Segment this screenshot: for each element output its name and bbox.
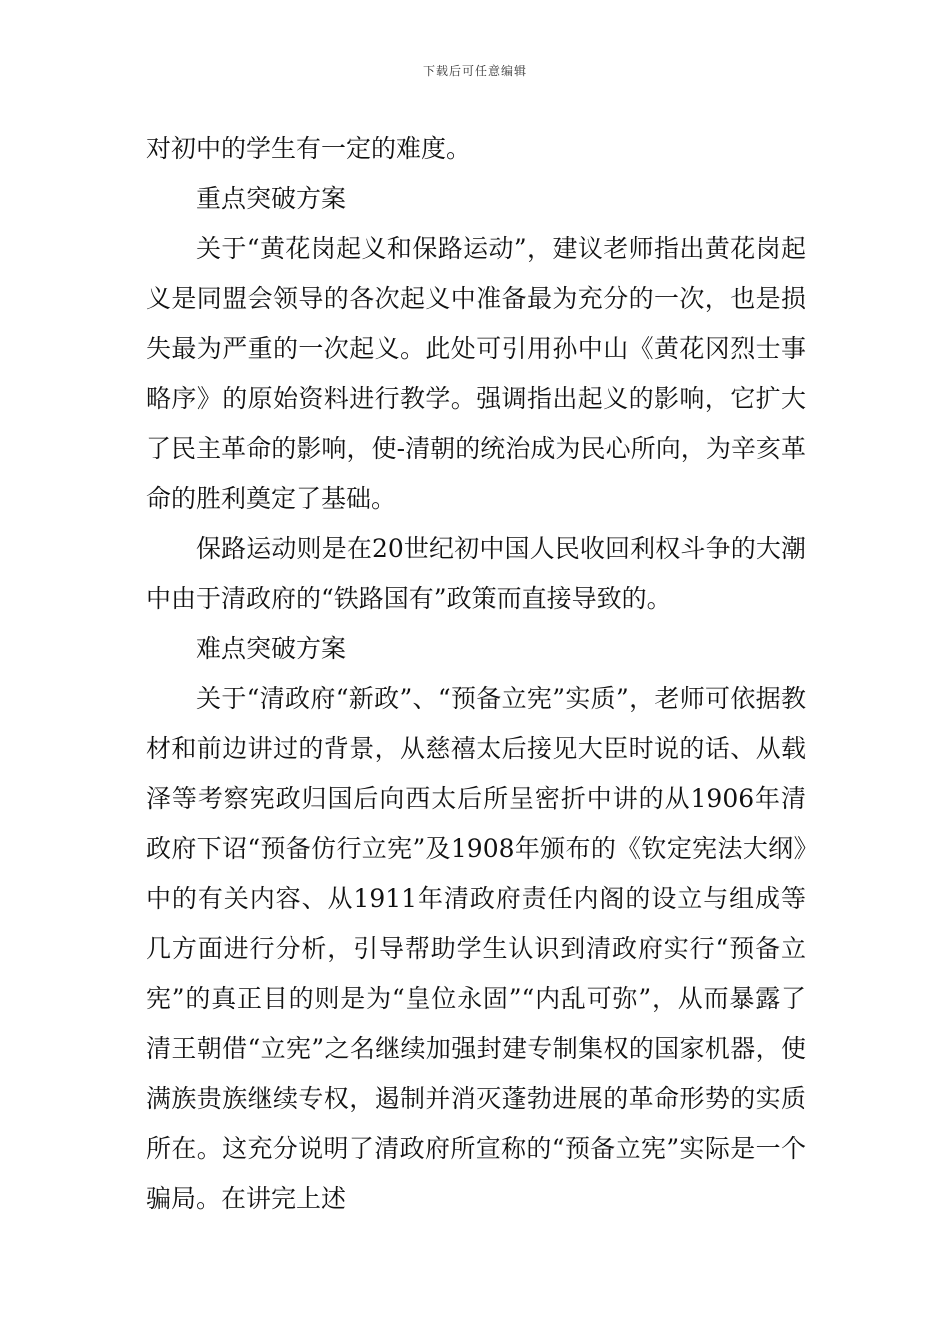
paragraph-railway-protection: 保路运动则是在20世纪初中国人民收回利权斗争的大潮中由于清政府的“铁路国有”政策而直接导致的。 [146, 534, 806, 613]
heading-difficult-points: 难点突破方案 [196, 634, 347, 663]
heading-key-points: 重点突破方案 [196, 184, 347, 213]
paragraph-constitution: 关于“清政府“新政”、“预备立宪”实质”，老师可依据教材和前边讲过的背景，从慈禧太后接见大臣时说的话、从载泽等考察宪政归国后向西太后所呈密折中讲的从1906年清政府下诏“预备仿行立宪”及1908年颁布的《钦定宪法大纲》中的有关内容、从1911年清政府责任内阁的设立与组成等几方面进行分析，引导帮助学生认识到清政府实行“预备立宪”的真正目的则是为“皇位永固”“内乱可弥”，从而暴露了清王朝借“立宪”之名继续加强封建专制集权的国家机器，使满族贵族继续专权，遏制并消灭蓬勃进展的革命形势的实质所在。这充分说明了清政府所宣称的“预备立宪”实际是一个骗局。在讲完上述 [146, 684, 806, 1213]
paragraph-continuation: 对初中的学生有一定的难度。 [146, 134, 472, 163]
body-text [146, 124, 806, 1224]
paragraph-huanghuagang: 关于“黄花岗起义和保路运动”，建议老师指出黄花岗起义是同盟会领导的各次起义中准备最为充分的一次，也是损失最为严重的一次起义。此处可引用孙中山《黄花冈烈士事略序》的原始资料进行教学。强调指出起义的影响，它扩大了民主革命的影响，使-清朝的统治成为民心所向，为辛亥革命的胜利奠定了基础。 [146, 234, 806, 513]
header-note: 下载后可任意编辑 [422, 64, 527, 78]
